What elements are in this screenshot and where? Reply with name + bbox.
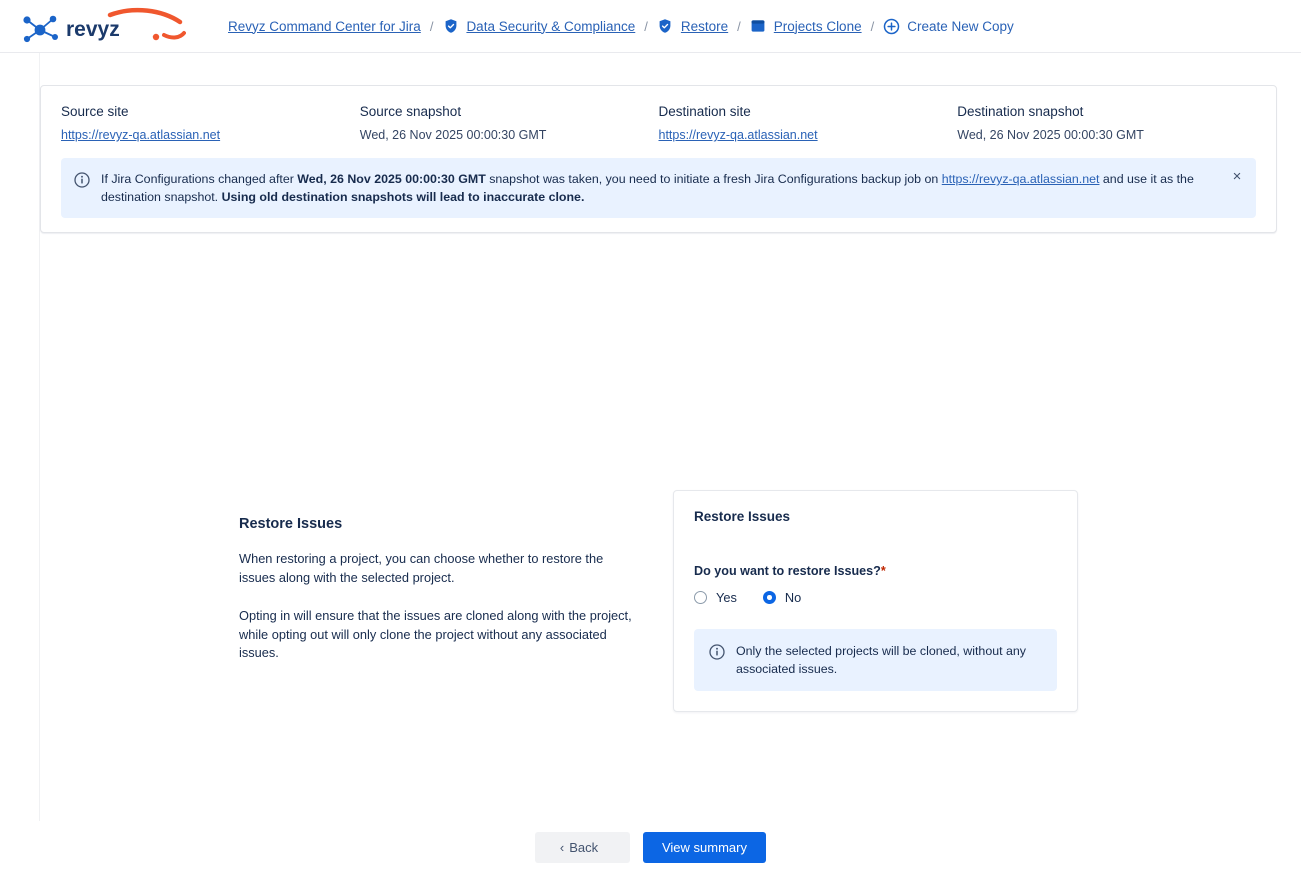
- warning-site-link[interactable]: https://revyz-qa.atlassian.net: [941, 172, 1100, 186]
- breadcrumb-separator: /: [644, 18, 648, 34]
- description-heading: Restore Issues: [239, 516, 343, 532]
- breadcrumb-separator: /: [429, 18, 434, 34]
- configuration-warning-banner: [61, 158, 1256, 218]
- radio-dot-no[interactable]: [763, 591, 776, 604]
- warning-part-3: and use it as the destination snapshot.: [101, 172, 1194, 204]
- left-rail: [0, 53, 40, 874]
- info-icon: [708, 643, 725, 660]
- radio-label-no: No: [784, 590, 802, 605]
- snapshot-summary-panel: [40, 85, 1277, 233]
- description-paragraph-2: Opting in will ensure that the issues are cloned along with the project, while opting out will only clone the project without any associated issues.: [239, 608, 632, 660]
- destination-snapshot-value: Wed, 26 Nov 2025 00:00:30 GMT: [957, 128, 1144, 142]
- wizard-footer: [0, 821, 1301, 874]
- breadcrumb-item-restore[interactable]: [657, 18, 728, 35]
- info-icon: [73, 171, 90, 188]
- source-site-column: [61, 104, 360, 142]
- breadcrumb-separator: /: [870, 18, 875, 34]
- destination-site-value[interactable]: https://revyz-qa.atlassian.net: [658, 128, 818, 142]
- breadcrumb-separator: /: [737, 18, 741, 34]
- source-snapshot-value: Wed, 26 Nov 2025 00:00:30 GMT: [359, 128, 547, 142]
- top-bar: [0, 0, 1301, 53]
- warning-bold-date: Wed, 26 Nov 2025 00:00:30 GMT: [297, 172, 486, 186]
- chevron-left-icon: ‹: [559, 840, 565, 855]
- question-text: Do you want to restore Issues?: [694, 564, 881, 578]
- radio-dot-yes[interactable]: [694, 591, 707, 604]
- breadcrumb-label: Restore: [680, 18, 729, 34]
- shield-check-icon: [657, 18, 674, 35]
- back-button-label: Back: [569, 840, 599, 855]
- view-summary-label: View summary: [661, 840, 747, 855]
- radio-option-yes[interactable]: [694, 590, 737, 605]
- view-summary-button[interactable]: [643, 832, 766, 863]
- close-icon[interactable]: ×: [1232, 167, 1242, 185]
- breadcrumb: [228, 18, 1014, 35]
- source-snapshot-title: Source snapshot: [359, 104, 462, 119]
- warning-bold-note: Using old destination snapshots will lead to inaccurate clone.: [221, 190, 585, 204]
- destination-site-title: Destination site: [658, 104, 751, 119]
- shield-check-icon: [442, 18, 459, 35]
- snapshot-columns: [61, 104, 1256, 142]
- window-icon: [750, 18, 767, 35]
- destination-site-column: [659, 104, 958, 142]
- destination-snapshot-column: [957, 104, 1256, 142]
- restore-issues-card: [673, 490, 1078, 712]
- warning-part-1: If Jira Configurations changed after: [101, 172, 298, 186]
- required-marker: *: [880, 564, 886, 578]
- radio-option-no[interactable]: [763, 590, 801, 605]
- breadcrumb-item-data-security[interactable]: [442, 18, 635, 35]
- restore-issues-radio-group: [694, 590, 1057, 605]
- note-text: Only the selected projects will be cloned, without any associated issues.: [736, 644, 1026, 676]
- page-body: [0, 53, 1301, 874]
- breadcrumb-label: Projects Clone: [773, 18, 862, 34]
- radio-label-yes: Yes: [716, 590, 737, 605]
- breadcrumb-item-command-center[interactable]: [228, 19, 421, 34]
- source-site-title: Source site: [61, 104, 129, 119]
- warning-text: [101, 170, 1243, 206]
- svg-text:revyz: revyz: [66, 18, 120, 41]
- description-paragraph-1: When restoring a project, you can choose whether to restore the issues along with the selected project.: [239, 551, 604, 585]
- breadcrumb-label: Revyz Command Center for Jira: [228, 18, 421, 34]
- revyz-logo[interactable]: [14, 4, 186, 48]
- plus-circle-icon: [883, 18, 900, 35]
- restore-issues-section: [239, 490, 1079, 712]
- warning-part-2: snapshot was taken, you need to initiate a fresh Jira Configurations backup job on: [485, 172, 942, 186]
- breadcrumb-label: Data Security & Compliance: [466, 18, 636, 34]
- source-site-value[interactable]: https://revyz-qa.atlassian.net: [61, 128, 221, 142]
- selection-info-note: [694, 629, 1057, 691]
- breadcrumb-item-projects-clone[interactable]: [750, 18, 862, 35]
- destination-snapshot-title: Destination snapshot: [957, 104, 1084, 119]
- breadcrumb-label: Create New Copy: [907, 18, 1014, 34]
- restore-issues-description: [239, 490, 639, 712]
- card-heading: Restore Issues: [694, 509, 791, 524]
- breadcrumb-item-create-new-copy: [883, 18, 1014, 35]
- restore-issues-question: [694, 564, 1057, 578]
- back-button[interactable]: [535, 832, 630, 863]
- source-snapshot-column: [360, 104, 659, 142]
